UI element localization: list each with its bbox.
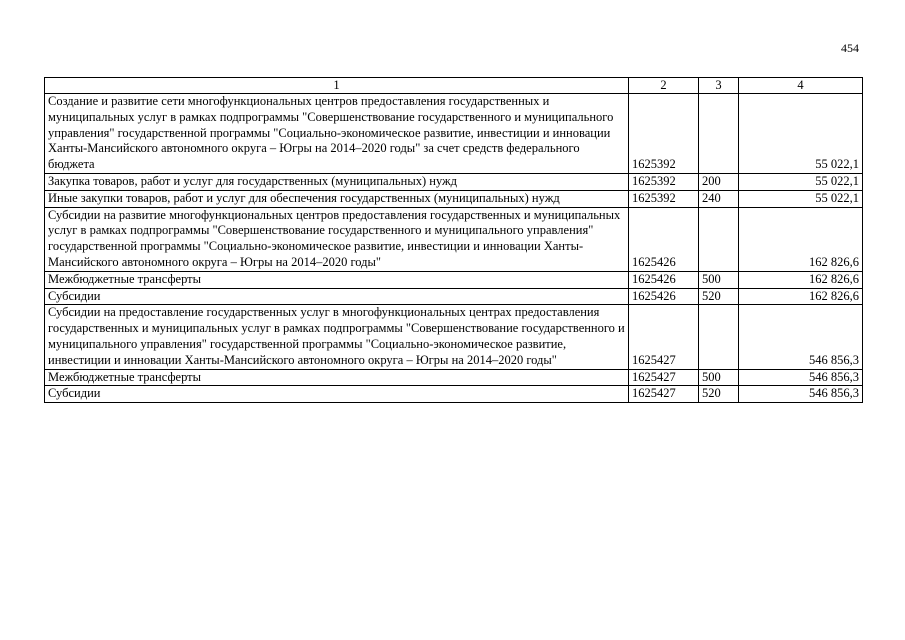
table-row <box>45 305 863 369</box>
row-type: 520 <box>699 386 739 403</box>
column-header-1: 1 <box>45 78 629 94</box>
row-type: 500 <box>699 271 739 288</box>
column-header-2: 2 <box>629 78 699 94</box>
row-type: 240 <box>699 190 739 207</box>
row-amount: 162 826,6 <box>739 271 863 288</box>
row-type <box>699 305 739 369</box>
row-code: 1625427 <box>629 369 699 386</box>
column-header-4: 4 <box>739 78 863 94</box>
row-code: 1625426 <box>629 288 699 305</box>
table-body <box>45 94 863 403</box>
row-type <box>699 207 739 271</box>
table-row <box>45 207 863 271</box>
row-code: 1625392 <box>629 190 699 207</box>
row-name: Закупка товаров, работ и услуг для государственных (муниципальных) нужд <box>45 173 629 190</box>
row-name: Субсидии на предоставление государственных услуг в многофункциональных центрах предоставления государственных и муниципальных услуг в рамках подпрограммы "Совершенствование государственного и муниципального управления" государственной программы "Социально-экономическое развитие, инвестиции и инновации Ханты-Мансийского автономного округа – Югры на 2014–2020 годы" <box>45 305 629 369</box>
row-name: Создание и развитие сети многофункциональных центров предоставления государственных и муниципальных услуг в рамках подпрограммы "Совершенствование государственного и муниципального управления" государственной программы "Социально-экономическое развитие, инвестиции и инновации Ханты-Мансийского автономного округа – Югры на 2014–2020 годы" за счет средств федерального бюджета <box>45 94 629 174</box>
row-amount: 546 856,3 <box>739 305 863 369</box>
table-row <box>45 369 863 386</box>
row-amount: 546 856,3 <box>739 386 863 403</box>
row-code: 1625392 <box>629 94 699 174</box>
row-amount: 55 022,1 <box>739 173 863 190</box>
row-name: Межбюджетные трансферты <box>45 271 629 288</box>
row-code: 1625426 <box>629 271 699 288</box>
table-header <box>45 78 863 94</box>
row-type: 520 <box>699 288 739 305</box>
row-name: Иные закупки товаров, работ и услуг для обеспечения государственных (муниципальных) нужд <box>45 190 629 207</box>
table-row <box>45 288 863 305</box>
page-number: 454 <box>841 41 859 55</box>
row-name: Субсидии <box>45 288 629 305</box>
row-amount: 162 826,6 <box>739 288 863 305</box>
row-name: Межбюджетные трансферты <box>45 369 629 386</box>
table-row <box>45 173 863 190</box>
table-row <box>45 94 863 174</box>
row-type: 500 <box>699 369 739 386</box>
row-type: 200 <box>699 173 739 190</box>
column-header-3: 3 <box>699 78 739 94</box>
table-row <box>45 190 863 207</box>
row-code: 1625426 <box>629 207 699 271</box>
table-row <box>45 386 863 403</box>
row-amount: 55 022,1 <box>739 190 863 207</box>
row-code: 1625427 <box>629 386 699 403</box>
table-row <box>45 271 863 288</box>
row-amount: 546 856,3 <box>739 369 863 386</box>
row-code: 1625392 <box>629 173 699 190</box>
row-amount: 162 826,6 <box>739 207 863 271</box>
header-row <box>45 78 863 94</box>
row-type <box>699 94 739 174</box>
row-amount: 55 022,1 <box>739 94 863 174</box>
row-name: Субсидии <box>45 386 629 403</box>
row-code: 1625427 <box>629 305 699 369</box>
row-name: Субсидии на развитие многофункциональных центров предоставления государственных и муниципальных услуг в рамках подпрограммы "Совершенствование государственного и муниципального управления" государственной программы "Социально-экономическое развитие, инвестиции и инновации Ханты-Мансийского автономного округа – Югры на 2014–2020 годы" <box>45 207 629 271</box>
budget-table <box>44 77 863 403</box>
